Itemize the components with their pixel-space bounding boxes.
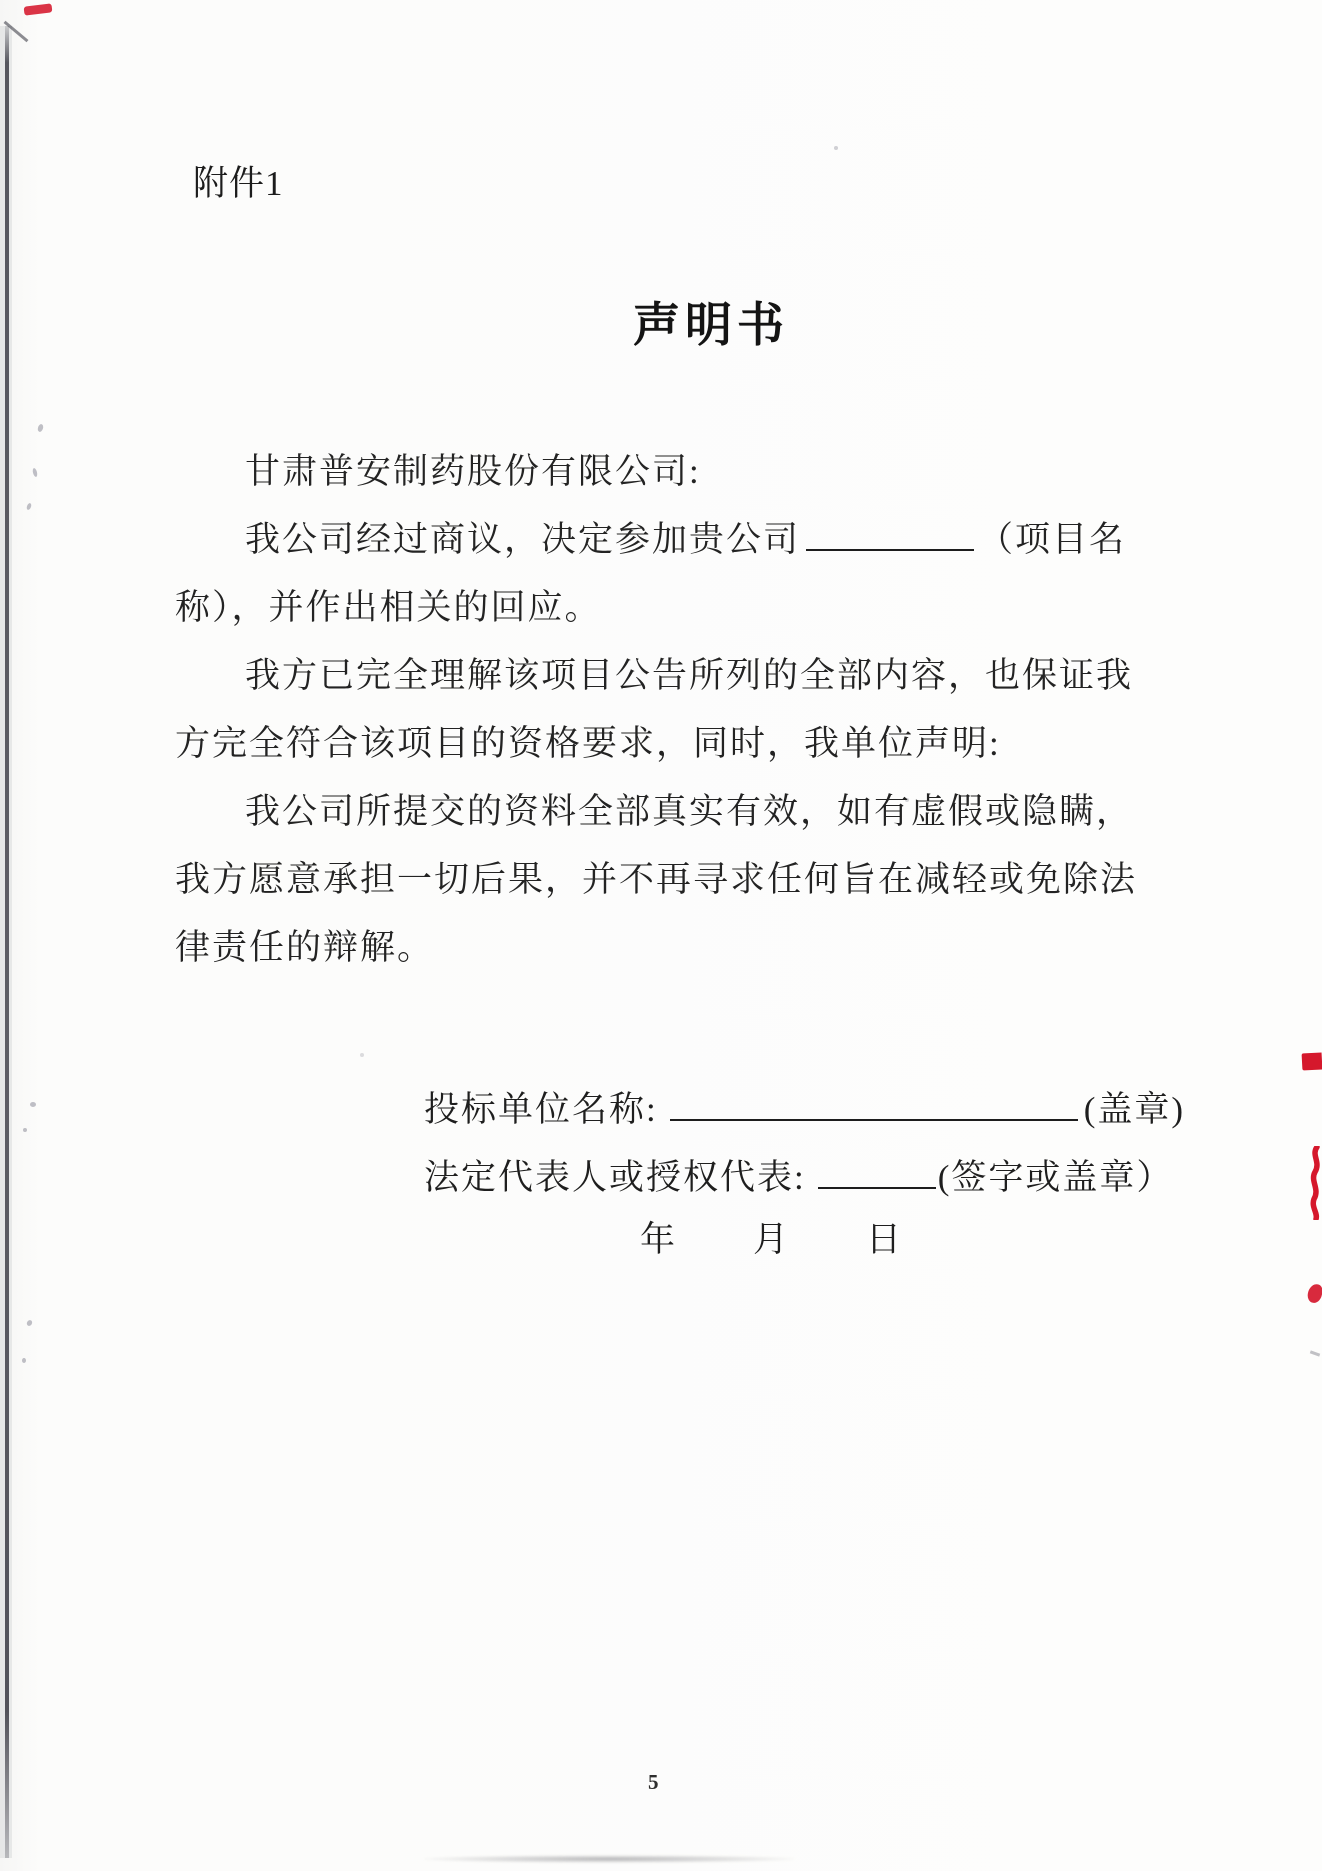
representative-signature-row xyxy=(424,1150,1173,1200)
scan-speck xyxy=(32,468,38,478)
red-ink-blob-right xyxy=(1306,1283,1322,1304)
bidder-name-blank xyxy=(670,1089,1078,1121)
date-month-label: 月 xyxy=(753,1220,789,1259)
representative-signature-blank xyxy=(818,1157,936,1189)
body-text: 我公司经过商议，决定参加贵公司 xyxy=(245,520,801,559)
body-line: 我公司所提交的资料全部真实有效，如有虚假或隐瞒， xyxy=(245,792,1134,831)
body-line: 我方愿意承担一切后果，并不再寻求任何旨在减轻或免除法 xyxy=(175,860,1138,899)
scan-speck xyxy=(22,1358,26,1363)
representative-label: 法定代表人或授权代表: xyxy=(424,1158,806,1197)
bidder-stamp-note: (盖章) xyxy=(1083,1090,1186,1129)
body-line-project xyxy=(175,506,1160,574)
body-line: 律责任的辩解。 xyxy=(175,928,435,967)
scan-speck xyxy=(23,1128,27,1132)
red-ink-block-right xyxy=(1302,1052,1322,1070)
bidder-signature-row xyxy=(424,1082,1185,1132)
scan-speck xyxy=(26,503,32,511)
date-line xyxy=(640,1212,901,1262)
body-text: （项目名 xyxy=(978,520,1127,559)
attachment-label: 附件1 xyxy=(193,164,284,203)
red-ink-mark-top xyxy=(24,3,53,15)
page-number: 5 xyxy=(648,1770,659,1794)
project-name-blank xyxy=(806,519,974,551)
red-ink-squiggle xyxy=(1308,1146,1322,1220)
body-line: 称），并作出相关的回应。 xyxy=(175,588,602,627)
document-title: 声明书 xyxy=(633,300,789,352)
document-body xyxy=(175,438,1160,982)
representative-stamp-note: (签字或盖章） xyxy=(937,1158,1174,1197)
scan-bottom-smudge xyxy=(424,1855,794,1863)
scan-speck xyxy=(1310,1350,1320,1356)
scan-speck xyxy=(360,1053,364,1057)
date-day-label: 日 xyxy=(866,1220,902,1259)
scan-speck xyxy=(834,146,838,150)
date-year-label: 年 xyxy=(640,1220,676,1259)
scan-speck xyxy=(26,1319,33,1327)
salutation-line: 甘肃普安制药股份有限公司: xyxy=(245,452,701,491)
scan-edge-line xyxy=(5,26,9,1858)
scan-speck xyxy=(30,1102,36,1107)
body-line: 方完全符合该项目的资格要求，同时，我单位声明: xyxy=(175,724,1001,763)
bidder-label: 投标单位名称: xyxy=(424,1090,658,1129)
scan-speck xyxy=(37,423,44,432)
body-line: 我方已完全理解该项目公告所列的全部内容，也保证我 xyxy=(245,656,1134,695)
